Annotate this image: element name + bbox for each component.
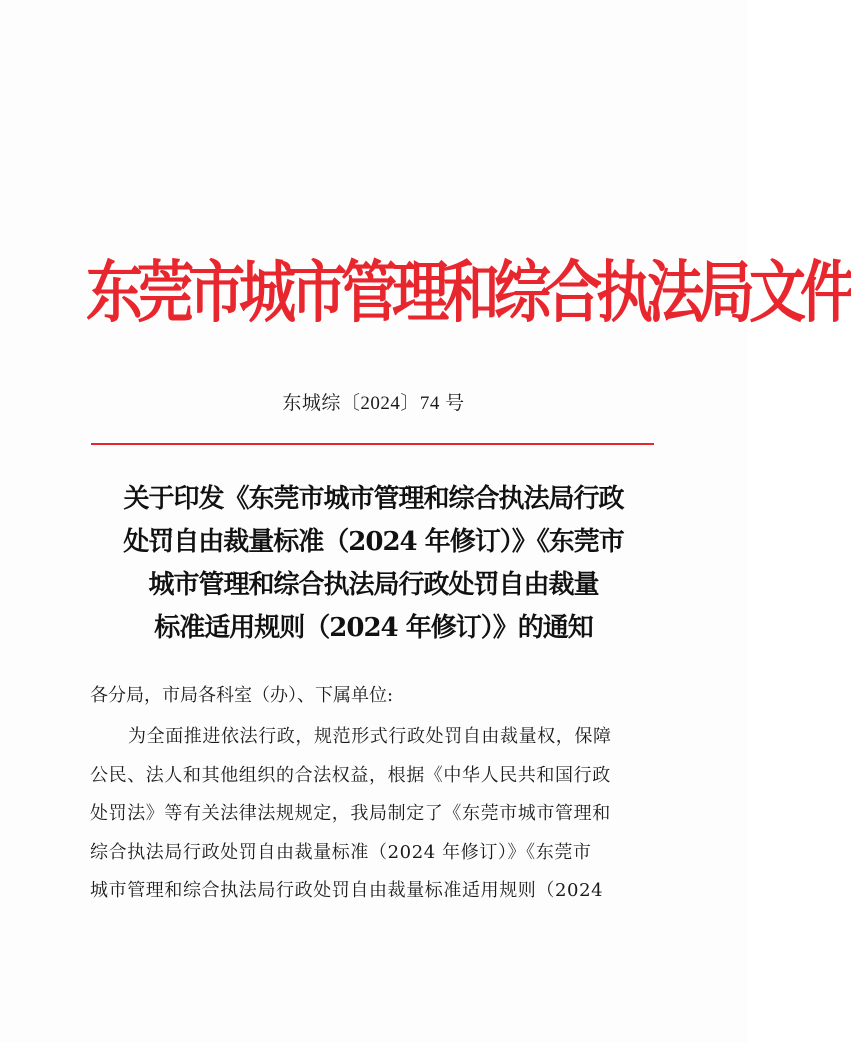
notice-title-line: 标准适用规则（2024 年修订）》的通知 (154, 613, 593, 643)
notice-title (60, 478, 687, 650)
salutation: 各分局，市局各科室（办）、下属单位: (90, 685, 394, 706)
body-line: 为全面推进依法行政，规范形式行政处罚自由裁量权，保障 (128, 726, 612, 747)
red-divider-line (91, 443, 654, 445)
body-paragraph (90, 718, 665, 911)
body-line: 城市管理和综合执法局行政处罚自由裁量标准适用规则（2024 (90, 880, 604, 901)
body-line: 公民、法人和其他组织的合法权益，根据《中华人民共和国行政 (90, 764, 611, 786)
body-line: 综合执法局行政处罚自由裁量标准（2024 年修订）》《东莞市 (90, 841, 592, 863)
document-number: 东城综〔2024〕74 号 (282, 393, 465, 414)
notice-title-line: 城市管理和综合执法局行政处罚自由裁量 (148, 570, 599, 600)
body-line: 处罚法》等有关法律法规规定，我局制定了《东莞市城市管理和 (90, 803, 611, 824)
notice-title-line: 处罚自由裁量标准（2024 年修订）》《东莞市 (123, 527, 624, 557)
issuer-title: 东莞市城市管理和综合执法局文件 (86, 252, 851, 332)
notice-title-line: 关于印发《东莞市城市管理和综合执法局行政 (123, 484, 624, 514)
